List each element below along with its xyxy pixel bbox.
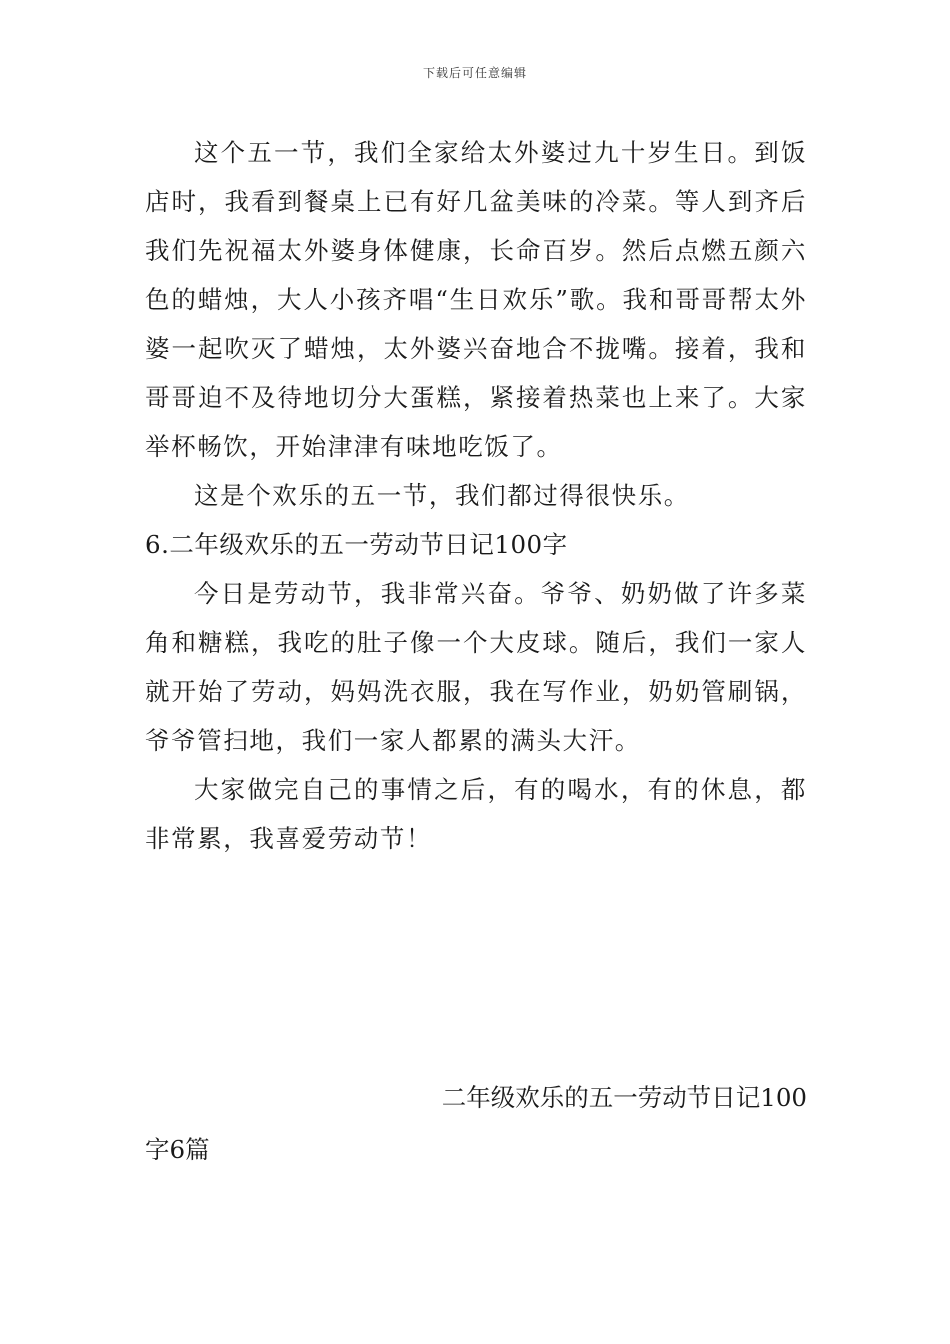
paragraph-happy-holiday: 这是个欢乐的五一节，我们都过得很快乐。 <box>194 481 690 510</box>
paragraph-labor-day: 今日是劳动节，我非常兴奋。爷爷、奶奶做了许多菜角和糖糕，我吃的肚子像一个大皮球。随后，我们一家人就开始了劳动，妈妈洗衣服，我在写作业，奶奶管刷锅，爷爷管扫地，我们一家人都累的满头大汗。 <box>145 579 807 755</box>
document-body <box>145 128 807 863</box>
footer-title-line2: 字6篇 <box>145 1135 210 1164</box>
paragraph-conclusion: 大家做完自己的事情之后，有的喝水，有的休息，都非常累，我喜爱劳动节！ <box>145 775 807 853</box>
footer-title <box>145 1072 807 1176</box>
section-heading: 6.二年级欢乐的五一劳动节日记100字 <box>145 530 568 559</box>
footer-title-line1: 二年级欢乐的五一劳动节日记100 <box>441 1083 807 1112</box>
paragraph-birthday: 这个五一节，我们全家给太外婆过九十岁生日。到饭店时，我看到餐桌上已有好几盆美味的冷菜。等人到齐后我们先祝福太外婆身体健康，长命百岁。然后点燃五颜六色的蜡烛，大人小孩齐唱“生日欢乐”歌。我和哥哥帮太外婆一起吹灭了蜡烛，太外婆兴奋地合不拢嘴。接着，我和哥哥迫不及待地切分大蛋糕，紧接着热菜也上来了。大家举杯畅饮，开始津津有味地吃饭了。 <box>145 138 807 461</box>
header-note: 下载后可任意编辑 <box>422 66 527 80</box>
